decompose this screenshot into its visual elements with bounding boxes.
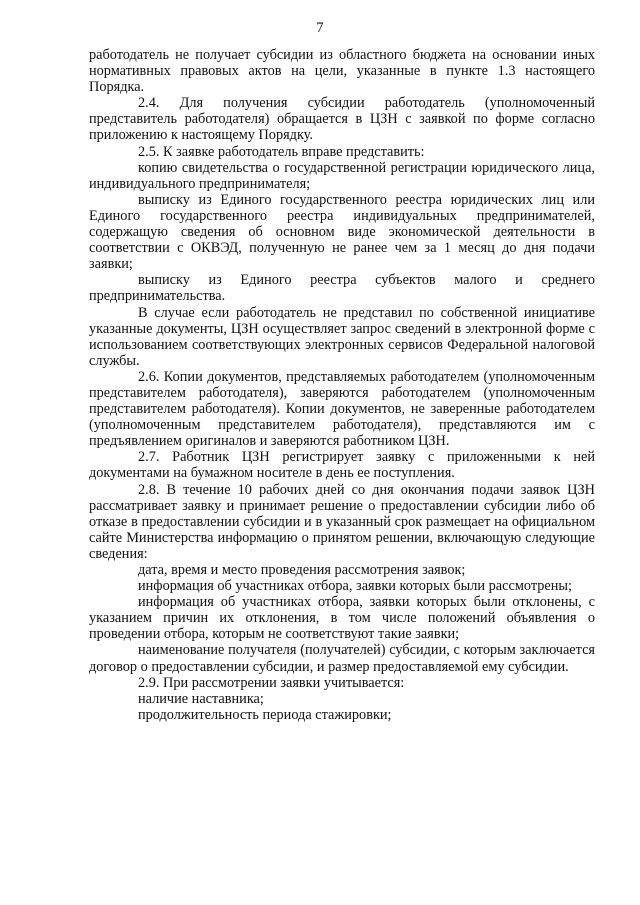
paragraph-2-8: 2.8. В течение 10 рабочих дней со дня окончания подачи заявок ЦЗН рассматривает заявку и принимает решение о предоставлении субсидии либо об отказе в предоставлении субсидии и в указанный срок размещает на официальном сайте Министерства информацию о принятом решении, включающую следующие сведения:	[89, 481, 595, 562]
paragraph-electronic-request: В случае если работодатель не представил по собственной инициативе указанные документы, ЦЗН осуществляет запрос сведений в электронной форме с использованием соответствующих электронных сервисов Федеральной налоговой службы.	[89, 304, 595, 369]
list-item-registration-copy: копию свидетельства о государственной регистрации юридического лица, индивидуального предпринимателя;	[89, 159, 595, 192]
page-number: 7	[316, 20, 324, 36]
list-item-rejected-participants: информация об участниках отбора, заявки которых были отклонены, с указанием причин их отклонения, в том числе положений объявления о проведении отбора, которым не соответствуют такие заявки;	[89, 594, 595, 643]
list-item-reviewed-participants: информация об участниках отбора, заявки которых были рассмотрены;	[138, 578, 572, 595]
paragraph-2-5: 2.5. К заявке работодатель вправе представить:	[138, 143, 425, 160]
list-item-sme-register-extract: выписку из Единого реестра субъектов малого и среднего предпринимательства.	[89, 272, 595, 305]
paragraph-2-4: 2.4. Для получения субсидии работодатель (уполномоченный представитель работодателя) обращается в ЦЗН с заявкой по форме согласно приложению к настоящему Порядку.	[89, 95, 595, 144]
document-body	[89, 47, 595, 723]
paragraph-2-7: 2.7. Работник ЦЗН регистрирует заявку с приложенными к ней документами на бумажном носителе в день ее поступления.	[89, 449, 595, 482]
list-item-egrul-extract: выписку из Единого государственного реестра юридических лиц или Единого государственного реестра индивидуальных предпринимателей, содержащую сведения об основном виде экономической деятельности в соответствии с ОКВЭД, полученную не ранее чем за 1 месяц до дня подачи заявки;	[89, 191, 595, 273]
list-item-review-date: дата, время и место проведения рассмотрения заявок;	[138, 562, 466, 578]
paragraph-2-6: 2.6. Копии документов, представляемых работодателем (уполномоченным представителем работодателя), заверяются работодателем (уполномоченным представителем работодателя). Копии документов, не заверенные работодателем (уполномоченным представителем работодателя), представляются им с предъявлением оригиналов и заверяются работником ЦЗН.	[89, 368, 595, 450]
list-item-mentor: наличие наставника;	[138, 690, 264, 707]
paragraph-continuation: работодатель не получает субсидии из областного бюджета на основании иных нормативных правовых актов на цели, указанные в пункте 1.3 настоящего Порядка.	[89, 47, 595, 96]
paragraph-2-9: 2.9. При рассмотрении заявки учитывается:	[138, 674, 405, 691]
list-item-internship-duration: продолжительность периода стажировки;	[138, 706, 392, 723]
list-item-recipient-name: наименование получателя (получателей) субсидии, с которым заключается договор о предоставлении субсидии, и размер предоставляемой ему субсидии.	[89, 642, 595, 675]
